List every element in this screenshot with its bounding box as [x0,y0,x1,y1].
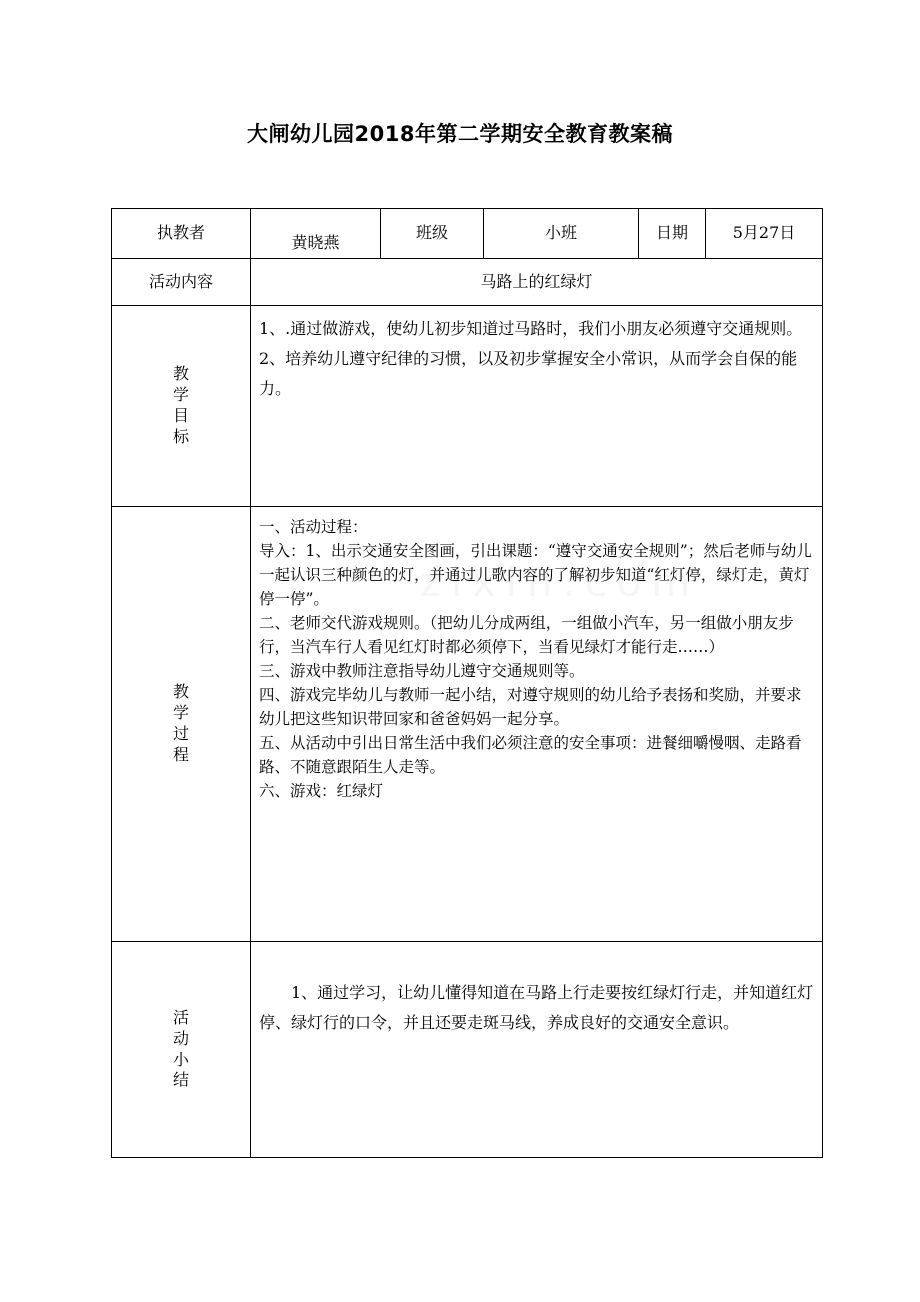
process-line: 导入：1、出示交通安全图画，引出课题：“遵守交通安全规则”；然后老师与幼儿一起认识三种颜色的灯，并通过儿歌内容的了解初步知道“红灯停，绿灯走，黄灯停一停”。 [259,542,812,608]
summary-row [112,942,823,1158]
process-label-char: 程 [172,744,189,764]
goals-label-char: 学 [172,385,189,405]
process-content [251,507,823,942]
summary-text: 1、通过学习，让幼儿懂得知道在马路上行走要按红绿灯行走，并知道红灯停、绿灯行的口令，并且还要走斑马线，养成良好的交通安全意识。 [259,983,814,1032]
summary-label-char: 动 [172,1028,189,1048]
summary-label-char: 活 [172,1007,189,1027]
process-label-char: 学 [172,703,189,723]
activity-row [112,259,823,306]
summary-label [112,942,251,1158]
goal-line: 1、.通过做游戏，使幼儿初步知道过马路时，我们小朋友必须遵守交通规则。 [259,319,803,338]
activity-value: 马路上的红绿灯 [251,259,823,306]
process-line: 三、游戏中教师注意指导幼儿遵守交通规则等。 [259,662,585,680]
goals-label [112,306,251,507]
class-value: 小班 [484,209,639,259]
process-line: 四、游戏完毕幼儿与教师一起小结，对遵守规则的幼儿给予表扬和奖励，并要求幼儿把这些知识带回家和爸爸妈妈一起分享。 [259,686,802,728]
document-title: 大闸幼儿园2018年第二学期安全教育教案稿 [247,122,673,146]
process-line: 二、老师交代游戏规则。（把幼儿分成两组，一组做小汽车，另一组做小朋友步行，当汽车行人看见红灯时都必须停下，当看见绿灯才能行走……） [259,614,794,656]
goals-content [251,306,823,507]
date-label: 日期 [639,209,706,259]
activity-label: 活动内容 [112,259,251,306]
summary-label-char: 小 [172,1049,189,1069]
goals-label-char: 教 [172,364,189,384]
process-label-char: 教 [172,682,189,702]
process-label [112,507,251,942]
process-line: 六、游戏：红绿灯 [259,782,384,800]
summary-content [251,942,823,1158]
process-label-char: 过 [172,724,189,743]
summary-label-char: 结 [172,1070,189,1090]
date-value: 5月27日 [706,209,823,259]
lesson-plan-table [111,208,823,1158]
goal-line: 2、培养幼儿遵守纪律的习惯，以及初步掌握安全小常识，从而学会自保的能力。 [259,349,798,398]
goals-row [112,306,823,507]
executor-label: 执教者 [112,209,251,259]
process-line: 一、活动过程： [259,518,368,536]
goals-label-char: 标 [172,426,189,446]
executor-value: 黄晓燕 [251,209,381,259]
header-row [112,209,823,259]
class-label: 班级 [381,209,484,259]
process-line: 五、从活动中引出日常生活中我们必须注意的安全事项：进餐细嚼慢咽、走路看路、不随意跟陌生人走等。 [259,734,802,776]
goals-label-char: 目 [172,406,189,425]
process-row [112,507,823,942]
